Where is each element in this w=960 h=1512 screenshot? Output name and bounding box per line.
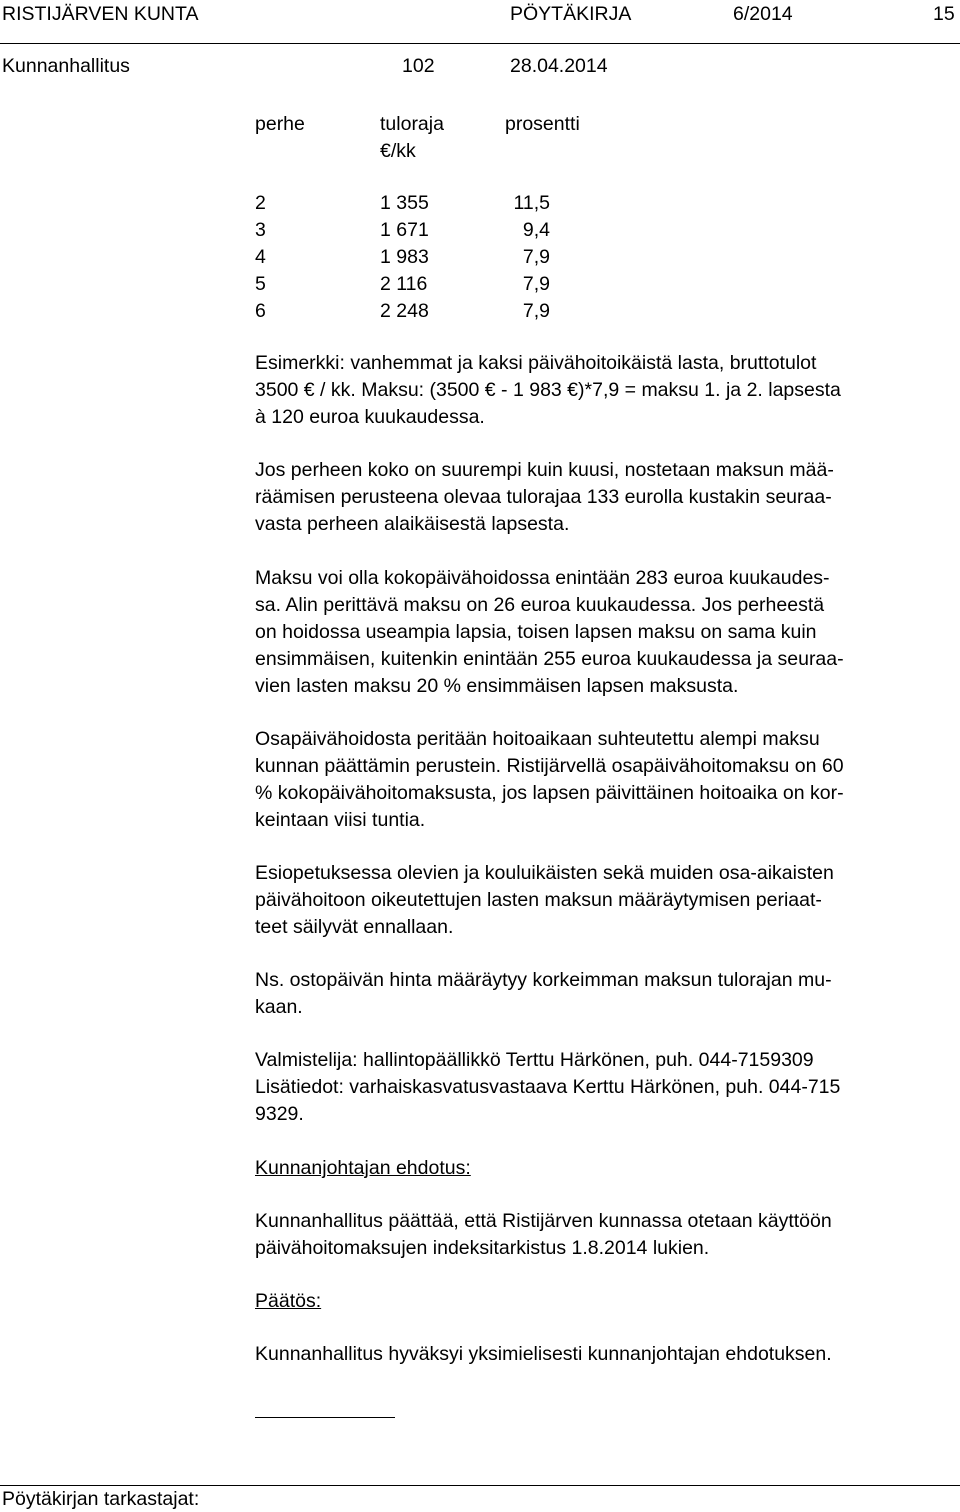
contact-line: Lisätiedot: varhaiskasvatusvastaava Kerttu Härkönen, puh. 044-715 bbox=[255, 1076, 841, 1098]
text-line: Osapäivähoidosta peritään hoitoaikaan suhteutettu alempi maksu bbox=[255, 728, 820, 750]
table-cell-income: 2 248 bbox=[380, 300, 429, 322]
text-line: Kunnanhallitus hyväksyi yksimielisesti kunnanjohtajan ehdotuksen. bbox=[255, 1343, 832, 1365]
header-divider bbox=[0, 43, 960, 44]
family-size-paragraph bbox=[255, 457, 955, 538]
text-line: Esiopetuksessa olevien ja kouluikäisten sekä muiden osa-aikaisten bbox=[255, 862, 834, 884]
table-cell-percent: 9,4 bbox=[522, 219, 550, 241]
text-line: % kokopäivähoitomaksusta, jos lapsen päivittäinen hoitoaika on kor- bbox=[255, 782, 844, 804]
part-time-paragraph bbox=[255, 726, 955, 834]
page-number: 15 bbox=[933, 3, 955, 25]
text-line: à 120 euroa kuukaudessa. bbox=[255, 406, 485, 428]
document-number: 6/2014 bbox=[733, 3, 793, 25]
decision-paragraph bbox=[255, 1341, 955, 1368]
table-cell-family: 5 bbox=[255, 273, 266, 295]
contact-line: 9329. bbox=[255, 1103, 304, 1125]
table-cell-percent: 7,9 bbox=[522, 273, 550, 295]
table-cell-income: 2 116 bbox=[380, 273, 428, 295]
signature-line bbox=[255, 1417, 395, 1418]
table-header-family: perhe bbox=[255, 113, 305, 135]
text-line: Maksu voi olla kokopäivähoidossa enintään 283 euroa kuukaudes- bbox=[255, 567, 830, 589]
table-cell-family: 3 bbox=[255, 219, 266, 241]
table-cell-family: 2 bbox=[255, 192, 266, 214]
decision-heading bbox=[255, 1288, 955, 1315]
table-cell-income: 1 671 bbox=[380, 219, 429, 241]
table-header-income-limit: tuloraja bbox=[380, 113, 444, 135]
table-cell-family: 4 bbox=[255, 246, 266, 268]
text-line: räämisen perusteena olevaa tulorajaa 133 eurolla kustakin seuraa- bbox=[255, 486, 832, 508]
text-line: Ns. ostopäivän hinta määräytyy korkeimman maksun tulorajan mu- bbox=[255, 969, 832, 991]
text-line: teet säilyvät ennallaan. bbox=[255, 916, 454, 938]
preparer-line: Valmistelija: hallintopäällikkö Terttu Härkönen, puh. 044-7159309 bbox=[255, 1049, 814, 1071]
text-line: Kunnanhallitus päättää, että Ristijärven kunnassa otetaan käyttöön bbox=[255, 1210, 832, 1232]
text-line: keintaan viisi tuntia. bbox=[255, 809, 426, 831]
table-cell-percent: 11,5 bbox=[513, 192, 550, 214]
proposal-paragraph bbox=[255, 1208, 955, 1262]
document-type: PÖYTÄKIRJA bbox=[510, 3, 632, 25]
municipality-name: RISTIJÄRVEN KUNTA bbox=[2, 3, 199, 25]
text-line: päivähoitoon oikeutettujen lasten maksun määräytymisen periaat- bbox=[255, 889, 822, 911]
text-line: sa. Alin perittävä maksu on 26 euroa kuukaudessa. Jos perheestä bbox=[255, 594, 825, 616]
text-line: vien lasten maksu 20 % ensimmäisen lapsen maksusta. bbox=[255, 675, 739, 697]
table-cell-income: 1 355 bbox=[380, 192, 429, 214]
preparer-info bbox=[255, 1047, 955, 1128]
text-line: kunnan päättämin perustein. Ristijärvellä osapäivähoitomaksu on 60 bbox=[255, 755, 844, 777]
text-line: kaan. bbox=[255, 996, 303, 1018]
committee-name: Kunnanhallitus bbox=[2, 55, 130, 77]
proposal-heading bbox=[255, 1155, 955, 1182]
text-line: on hoidossa useampia lapsia, toisen lapsen maksu on sama kuin bbox=[255, 621, 817, 643]
text-line: ensimmäisen, kuitenkin enintään 255 euroa kuukaudessa ja seuraa- bbox=[255, 648, 844, 670]
max-fee-paragraph bbox=[255, 565, 955, 700]
text-line: vasta perheen alaikäisestä lapsesta. bbox=[255, 513, 570, 535]
example-paragraph bbox=[255, 350, 955, 431]
text-line: Jos perheen koko on suurempi kuin kuusi, nostetaan maksun mää- bbox=[255, 459, 834, 481]
preschool-paragraph bbox=[255, 860, 955, 941]
purchase-day-paragraph bbox=[255, 967, 955, 1021]
table-cell-percent: 7,9 bbox=[522, 246, 550, 268]
section-number: 102 bbox=[402, 55, 435, 77]
text-line: 3500 € / kk. Maksu: (3500 € - 1 983 €)*7,9 = maksu 1. ja 2. lapsesta bbox=[255, 379, 841, 401]
footer-reviewers-label: Pöytäkirjan tarkastajat: bbox=[2, 1488, 200, 1510]
heading-text: Päätös: bbox=[255, 1290, 322, 1312]
heading-text: Kunnanjohtajan ehdotus: bbox=[255, 1157, 471, 1179]
footer-divider bbox=[0, 1485, 960, 1486]
meeting-date: 28.04.2014 bbox=[510, 55, 608, 77]
table-cell-family: 6 bbox=[255, 300, 266, 322]
table-cell-income: 1 983 bbox=[380, 246, 429, 268]
table-cell-percent: 7,9 bbox=[522, 300, 550, 322]
text-line: Esimerkki: vanhemmat ja kaksi päivähoitoikäistä lasta, bruttotulot bbox=[255, 352, 817, 374]
table-header-unit: €/kk bbox=[380, 140, 416, 162]
text-line: päivähoitomaksujen indeksitarkistus 1.8.2014 lukien. bbox=[255, 1237, 710, 1259]
table-header-percent: prosentti bbox=[505, 113, 580, 135]
